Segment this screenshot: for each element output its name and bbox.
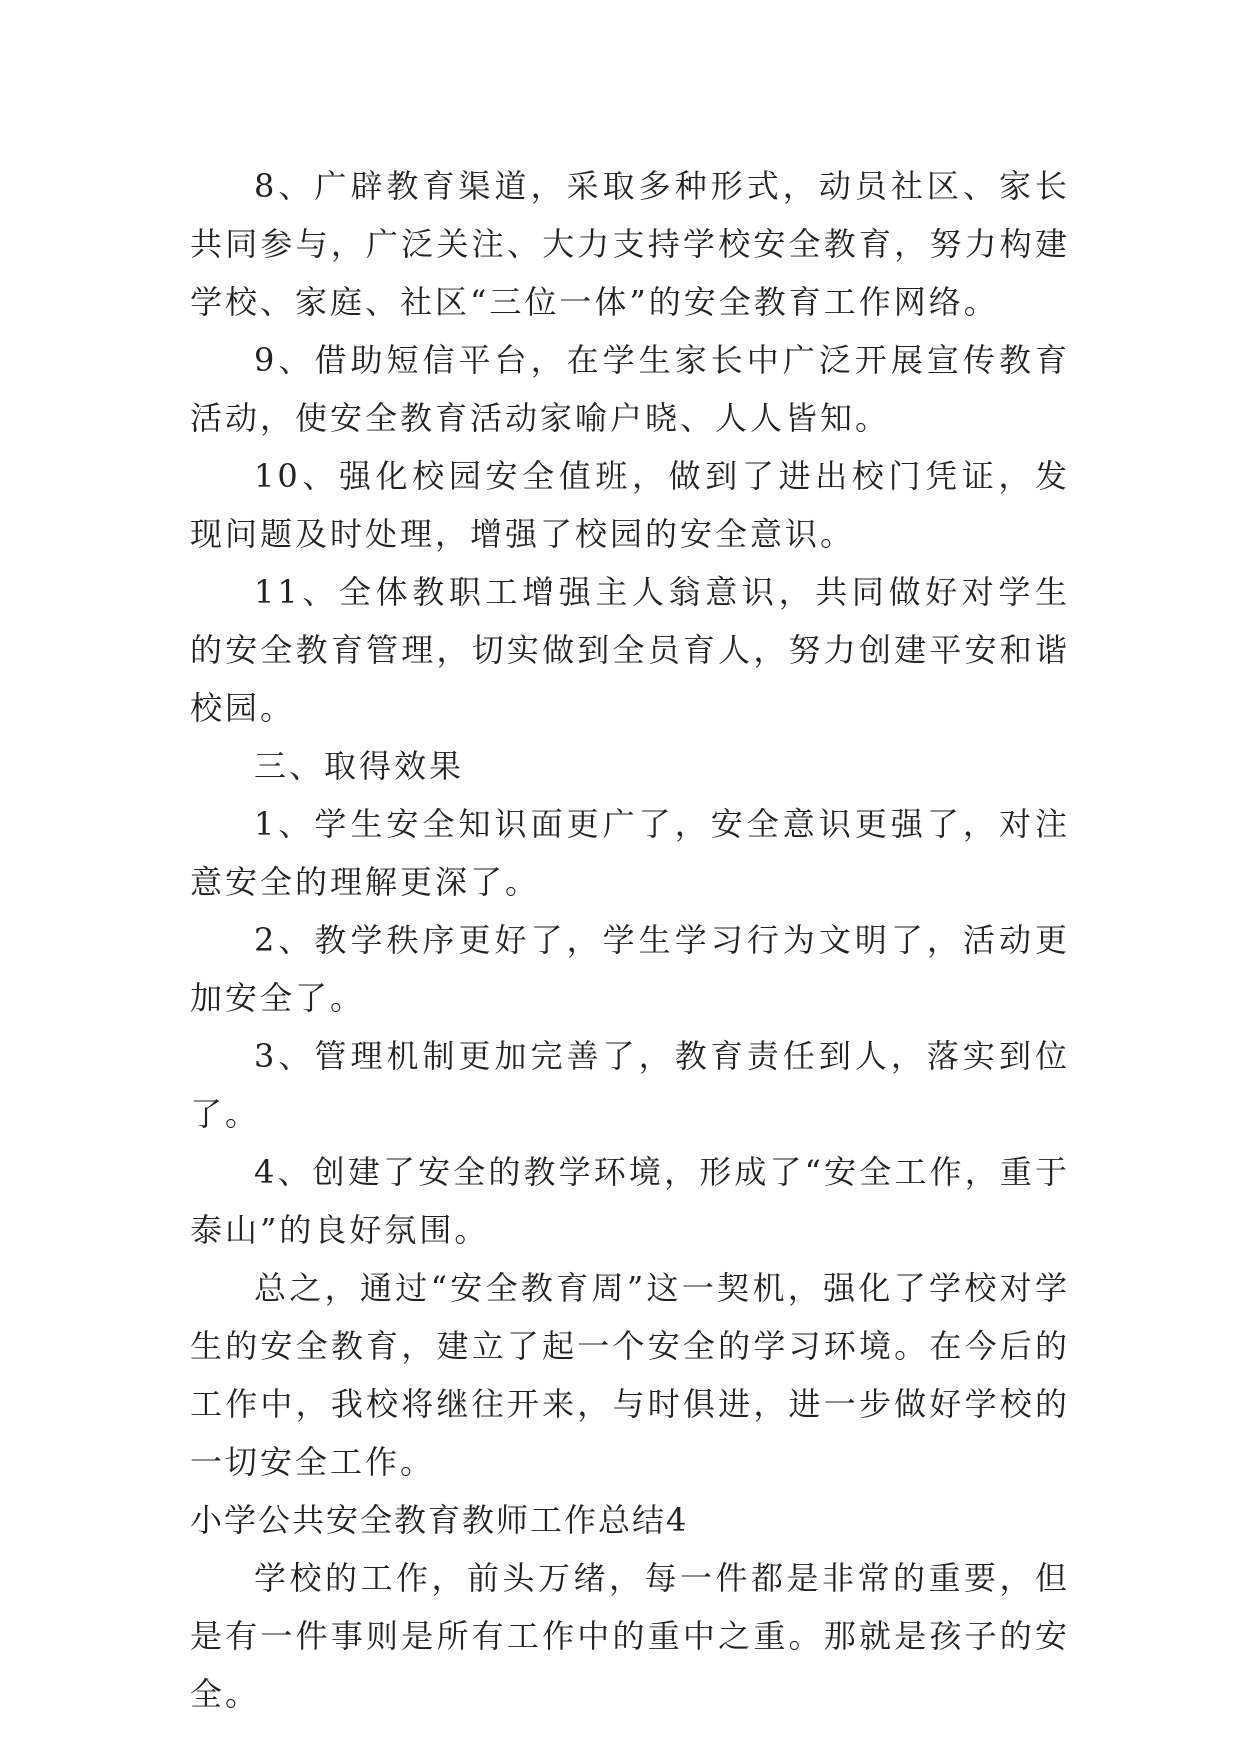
document-body xyxy=(190,157,1070,1723)
section-title: 小学公共安全教育教师工作总结4 xyxy=(190,1501,689,1539)
paragraph-conclusion: 总之，通过“安全教育周”这一契机，强化了学校对学生的安全教育，建立了起一个安全的学习环境。在今后的工作中，我校将继往开来，与时俱进，进一步做好学校的一切安全工作。 xyxy=(190,1269,1070,1481)
paragraph-intro: 学校的工作，前头万绪，每一件都是非常的重要，但是有一件事则是所有工作中的重中之重。那就是孩子的安全。 xyxy=(190,1559,1070,1713)
paragraph-result-3: 3、管理机制更加完善了，教育责任到人，落实到位了。 xyxy=(190,1037,1070,1133)
paragraph-item-11: 11、全体教职工增强主人翁意识，共同做好对学生的安全教育管理，切实做到全员育人，努力创建平安和谐校园。 xyxy=(190,573,1070,727)
paragraph-result-2: 2、教学秩序更好了，学生学习行为文明了，活动更加安全了。 xyxy=(190,921,1070,1017)
paragraph-item-10: 10、强化校园安全值班，做到了进出校门凭证，发现问题及时处理，增强了校园的安全意识。 xyxy=(190,457,1070,553)
section-heading-results: 三、取得效果 xyxy=(254,747,465,785)
paragraph-result-1: 1、学生安全知识面更广了，安全意识更强了，对注意安全的理解更深了。 xyxy=(190,805,1070,901)
paragraph-result-4: 4、创建了安全的教学环境，形成了“安全工作，重于泰山”的良好氛围。 xyxy=(190,1153,1070,1249)
paragraph-item-9: 9、借助短信平台，在学生家长中广泛开展宣传教育活动，使安全教育活动家喻户晓、人人皆知。 xyxy=(190,341,1070,437)
paragraph-item-8: 8、广辟教育渠道，采取多种形式，动员社区、家长共同参与，广泛关注、大力支持学校安全教育，努力构建学校、家庭、社区“三位一体”的安全教育工作网络。 xyxy=(190,167,1070,321)
